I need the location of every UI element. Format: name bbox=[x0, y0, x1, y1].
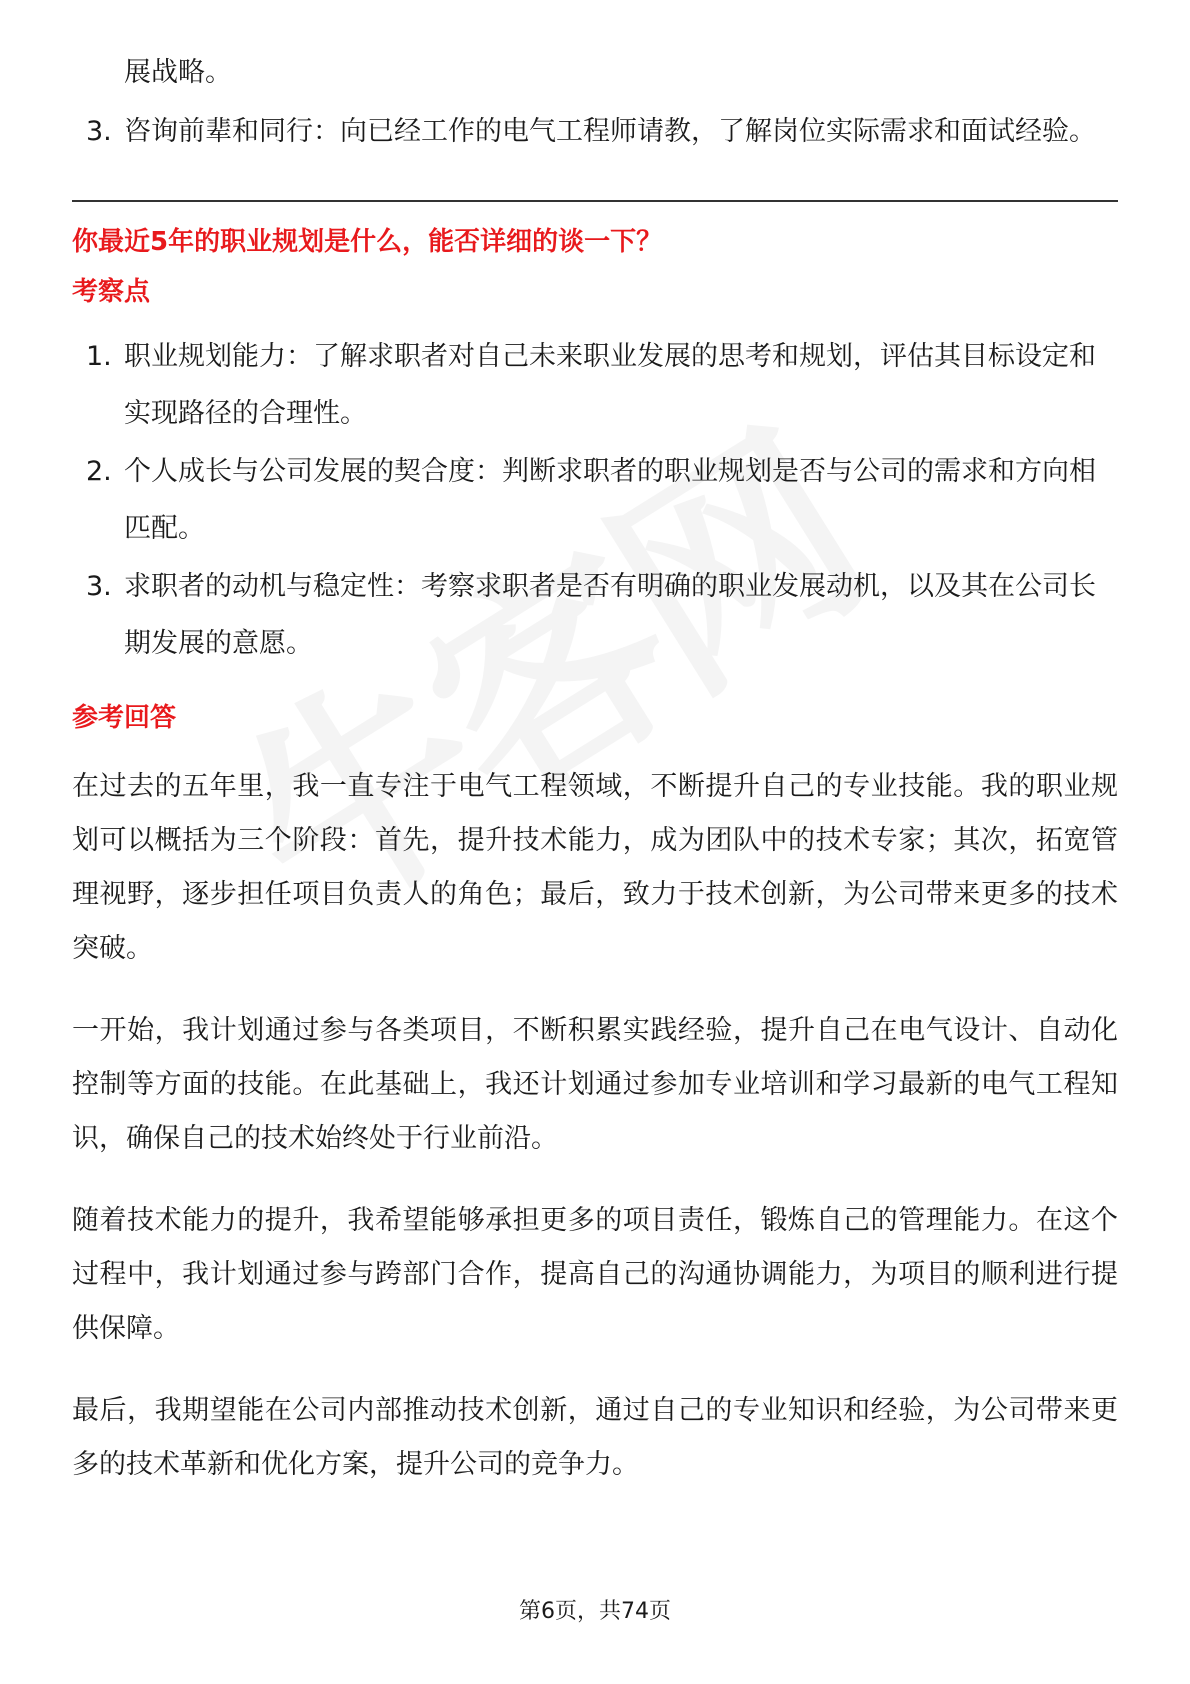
list-item bbox=[72, 558, 1118, 672]
list-text: 个人成长与公司发展的契合度：判断求职者的职业规划是否与公司的需求和方向相匹配。 bbox=[124, 456, 1096, 544]
focus-list bbox=[72, 328, 1118, 672]
divider bbox=[72, 200, 1118, 202]
answer-paragraph: 随着技术能力的提升，我希望能够承担更多的项目责任，锻炼自己的管理能力。在这个过程中，我计划通过参与跨部门合作，提高自己的沟通协调能力，为项目的顺利进行提供保障。 bbox=[72, 1205, 1118, 1344]
list-item bbox=[72, 328, 1118, 442]
list-number: 2. bbox=[86, 456, 112, 487]
list-number: 3. bbox=[86, 116, 112, 147]
answer-paragraph: 一开始，我计划通过参与各类项目，不断积累实践经验，提升自己在电气设计、自动化控制等方面的技能。在此基础上，我还计划通过参加专业培训和学习最新的电气工程知识，确保自己的技术始终处于行业前沿。 bbox=[72, 1015, 1118, 1154]
answer-section-title: 参考回答 bbox=[72, 703, 177, 733]
page-footer: 第6页，共74页 bbox=[519, 1599, 671, 1624]
page-content bbox=[72, 44, 1118, 1520]
question-heading: 你最近5年的职业规划是什么，能否详细的谈一下？ bbox=[72, 227, 663, 257]
answer-paragraph: 最后，我期望能在公司内部推动技术创新，通过自己的专业知识和经验，为公司带来更多的技术革新和优化方案，提升公司的竞争力。 bbox=[72, 1395, 1118, 1480]
answer-paragraph: 在过去的五年里，我一直专注于电气工程领域，不断提升自己的专业技能。我的职业规划可以概括为三个阶段：首先，提升技术能力，成为团队中的技术专家；其次，拓宽管理视野，逐步担任项目负责人的角色；最后，致力于技术创新，为公司带来更多的技术突破。 bbox=[72, 771, 1118, 964]
focus-section-title: 考察点 bbox=[72, 277, 151, 307]
list-item bbox=[72, 443, 1118, 557]
list-text: 职业规划能力：了解求职者对自己未来职业发展的思考和规划，评估其目标设定和实现路径的合理性。 bbox=[124, 341, 1096, 429]
list-item bbox=[72, 103, 1118, 160]
list-number: 1. bbox=[86, 341, 112, 372]
list-text: 求职者的动机与稳定性：考察求职者是否有明确的职业发展动机，以及其在公司长期发展的意愿。 bbox=[124, 571, 1096, 659]
list-text: 咨询前辈和同行：向已经工作的电气工程师请教，了解岗位实际需求和面试经验。 bbox=[124, 116, 1096, 147]
continued-text: 展战略。 bbox=[124, 57, 232, 88]
list-number: 3. bbox=[86, 571, 112, 602]
